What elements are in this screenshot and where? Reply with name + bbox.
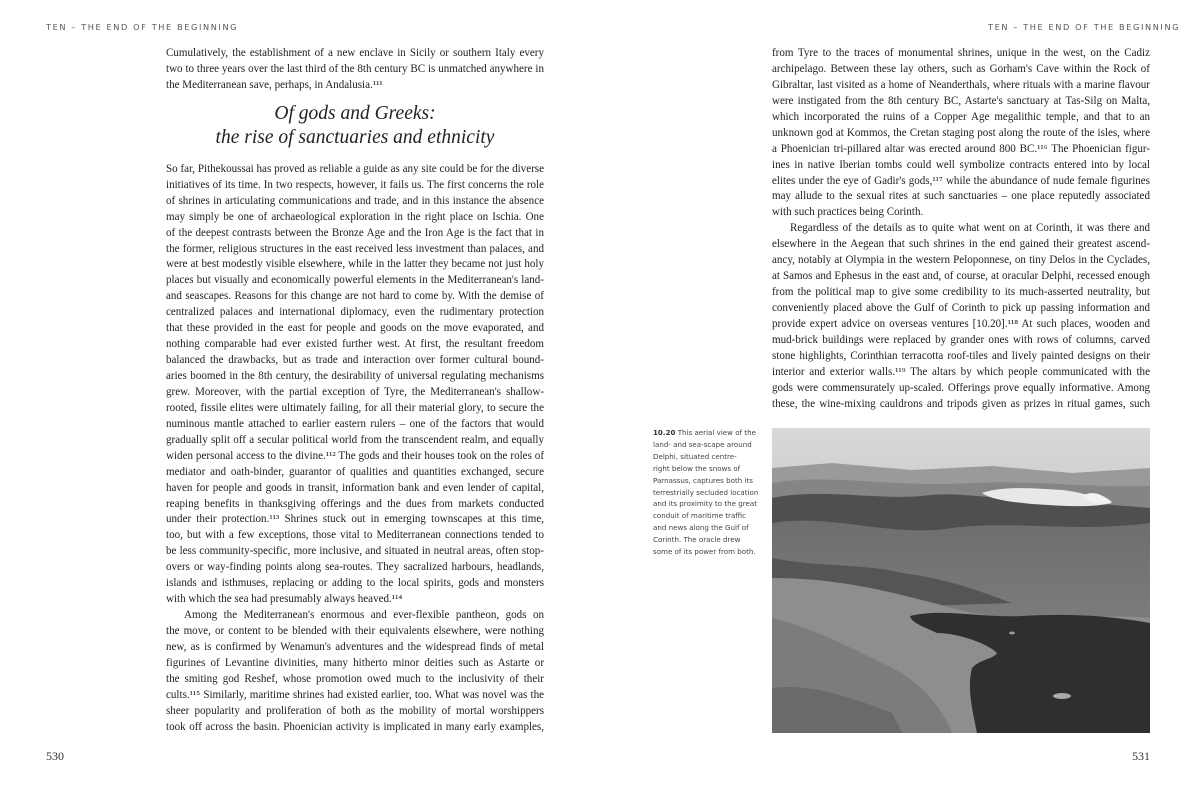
text-line: elites under the eye of Gadir's gods,¹¹⁷ while the abundance of nude female figurines <box>772 174 1150 187</box>
caption-line: terrestrially secluded location <box>653 487 759 497</box>
text-line: too, but with a few exceptions, those vital to Mediterranean connections tended to <box>166 529 544 542</box>
text-line: sheer popularity and proliferation of both as the mobility of mortal worshippers <box>166 704 544 717</box>
text-line: haven for people and goods in transit, information bank and even lender of capital, <box>166 481 544 494</box>
text-line: Gibraltar, last visited as a home of Neanderthals, where rituals with a marine flavour <box>772 78 1150 91</box>
paragraph-corinth <box>772 221 1150 412</box>
section-heading-line-2: the rise of sanctuaries and ethnicity <box>215 126 495 148</box>
text-line: balanced the drawbacks, but as trade and interaction over former cultural bound- <box>166 354 544 367</box>
text-line: that these provided in the east for people and goods on the move evaporated, and <box>166 322 544 335</box>
text-line: rooted, fissile elites were ultimately failing, for all their material glory, to secure the <box>166 401 544 414</box>
left-page-text-column <box>166 46 544 736</box>
right-page-text-column <box>772 46 1150 413</box>
text-line: with which the sea had presumably always heaved.¹¹⁴ <box>166 593 403 606</box>
text-line: archipelago. Between these lay others, such as Gorham's Cave within the Rock of <box>772 62 1150 75</box>
caption-line: conduit of maritime traffic <box>653 511 747 521</box>
text-line: unknown god at Kommos, the Cretan staging post along the route of the isles, where <box>772 126 1150 139</box>
text-line: elsewhere in the Aegean that such shrines in the end gained their greatest ascend- <box>772 238 1150 251</box>
caption-line: This aerial view of the <box>675 428 756 437</box>
paragraph-pithekoussai <box>166 162 544 608</box>
text-line: overs or way-finding points along sea-routes. They sacralized harbours, headlands, <box>166 561 544 574</box>
caption-line: and its proximity to the great <box>653 499 758 509</box>
figure-caption <box>653 427 763 558</box>
text-line: of shrines in articulating communications and trade, and in this instance the absence <box>166 194 544 207</box>
caption-line: land- and sea-scape around <box>653 439 752 449</box>
text-line: stone highlights, Corinthian terracotta roof-tiles and lively painted designs on their <box>772 349 1150 362</box>
section-heading <box>166 102 544 150</box>
text-line: places but visually and economically powerful elements in the Mediterranean's land- <box>166 274 544 287</box>
text-line: numinous mantle attached to earlier eastern rulers – one of the factors that would <box>166 417 544 430</box>
text-line: the move, or content to be blended with their equivalents elsewhere, were nothing <box>166 625 544 637</box>
text-line: initiatives of its time. In two respects, however, it fails us. The first concerns the role <box>166 178 544 191</box>
text-line: of the deepest contrasts between the Bronze Age and the Iron Age is the fact that in <box>166 226 544 239</box>
text-line: the former, religious structures in the east received less investment than palaces, and <box>166 242 544 255</box>
text-line: with such practices being Corinth. <box>772 206 924 219</box>
text-line: were at best modestly visible elsewhere, while in the latter they became not just holy <box>166 258 544 271</box>
text-line: Among the Mediterranean's enormous and ever-flexible pantheon, gods on <box>184 609 544 622</box>
text-line: took off across the basin. Phoenician activity is implicated in many early examples, <box>166 720 544 733</box>
text-line: at Samos and Ephesus in the east and, of course, at oracular Delphi, recessed enough <box>772 270 1150 283</box>
text-line: ines in native Iberian tombs could well symbolize contracts entered into by local <box>772 158 1150 171</box>
text-line: widen personal access to the divine.¹¹² The gods and their houses took on the roles of <box>166 449 544 462</box>
running-head-right: TEN – THE END OF THE BEGINNING <box>988 22 1181 32</box>
text-line: figurines of Levantine divinities, many hitherto minor deities such as Astarte or <box>166 656 544 669</box>
text-line: these, the wine-mixing cauldrons and tripods given as prizes in ritual games, such <box>772 397 1150 410</box>
text-line: from Tyre to the traces of monumental shrines, unique in the west, on the Cadiz <box>772 47 1150 59</box>
text-line: mud-brick buildings were replaced by grander ones with rows of columns, carved <box>772 333 1150 346</box>
text-line: the smiting god Reshef, whose promotion owed much to the inclusivity of their <box>166 672 544 685</box>
text-line: cults.¹¹⁵ Similarly, maritime shrines had existed earlier, too. What was novel was the <box>166 688 544 701</box>
caption-line: and news along the Gulf of <box>653 523 749 533</box>
text-line: gradually split off a secular political world from the transcendent realm, and equally <box>166 433 544 446</box>
caption-line: Parnassus, captures both its <box>653 475 753 485</box>
caption-line: some of its power from both. <box>653 547 756 557</box>
text-line: two to three years over the last third of the 8th century BC is unmatched anywhere in <box>166 62 544 75</box>
text-line: So far, Pithekoussai has proved as reliable a guide as any site could be for the diverse <box>166 162 544 175</box>
text-line: conveniently placed above the Gulf of Corinth to pick up passing information and <box>772 302 1150 314</box>
text-line: provide expert advice on overseas ventures [10.20].¹¹⁸ At such places, wooden and <box>772 317 1150 330</box>
text-line: centralized palaces and international diplomacy, even the rudimentary protection <box>166 306 544 319</box>
intro-paragraph <box>166 46 544 94</box>
text-line: under their protection.¹¹³ Shrines stuck out in emerging townscapes at this time, <box>166 513 544 526</box>
text-line: which incorporated the ruins of a Copper Age megalithic temple, and that to an <box>772 110 1150 123</box>
page-number-right: 531 <box>1132 749 1150 763</box>
text-line: Regardless of the details as to quite what went on at Corinth, it was there and <box>790 222 1150 235</box>
text-line: aries boomed in the 8th century, the desirability of universal regulating mechanisms <box>166 370 544 382</box>
text-line: a Phoenician tri-pillared altar was erected around 800 BC.¹¹⁶ The Phoenician figur- <box>772 142 1150 155</box>
text-line: may allude to the sexual rites at such sanctuaries – one place reputedly associated <box>772 190 1150 203</box>
text-line: reaping benefits in thanksgiving offerings and the dues from markets conducted <box>166 497 544 510</box>
running-head-left: TEN – THE END OF THE BEGINNING <box>46 22 239 32</box>
caption-line: right below the snows of <box>653 463 741 473</box>
page-number-left: 530 <box>46 749 64 763</box>
text-line: grew. Moreover, with the partial exception of Tyre, the Mediterranean's shallow- <box>166 385 544 398</box>
caption-line: Delphi, situated centre- <box>653 451 737 461</box>
caption-line: Corinth. The oracle drew <box>653 535 741 545</box>
figure-number: 10.20 <box>653 428 676 437</box>
text-line: islands and isthmuses, replacing or adding to the local spirits, gods and monsters <box>166 577 544 590</box>
text-line: the Mediterranean save, perhaps, in Andalusia.¹¹¹ <box>166 78 383 91</box>
text-line: gods were commensurately up-scaled. Offerings prove equally informative. Among <box>772 381 1150 394</box>
text-line: may simply be one of archaeological exploration in the right place on Ischia. One <box>166 210 544 223</box>
paragraph-phoenician-shrines <box>772 46 1150 221</box>
aerial-photo-delphi <box>772 428 1150 733</box>
text-line: mediator and oath-binder, guarantor of qualities and quantities exchanged, secure <box>166 465 544 478</box>
text-line: new, as is confirmed by Wenamun's adventures and the widespread finds of metal <box>166 640 544 653</box>
text-line: be less community-specific, more inclusive, and situated in neutral areas, often stop- <box>166 545 544 558</box>
text-line: interior and exterior walls.¹¹⁹ The altars by which people communicated with the <box>772 365 1150 378</box>
text-line: ancy, notably at Olympia in the western Peloponnese, on tiny Delos in the Cyclades, <box>772 254 1150 267</box>
text-line: were instigated from the 8th century BC, Astarte's sanctuary at Tas-Silg on Malta, <box>772 94 1150 107</box>
text-line: from the political map to give some credibility to its much-asserted neutrality, but <box>772 286 1150 299</box>
text-line: nothing comparable had ever existed further west. At first, the resultant freedom <box>166 338 544 351</box>
section-heading-line-1: Of gods and Greeks: <box>274 102 436 124</box>
paragraph-pantheon <box>166 608 544 736</box>
text-line: and seascapes. Reasons for this change are not hard to come by. With the demise of <box>166 290 544 303</box>
text-line: Cumulatively, the establishment of a new enclave in Sicily or southern Italy every <box>166 47 544 59</box>
